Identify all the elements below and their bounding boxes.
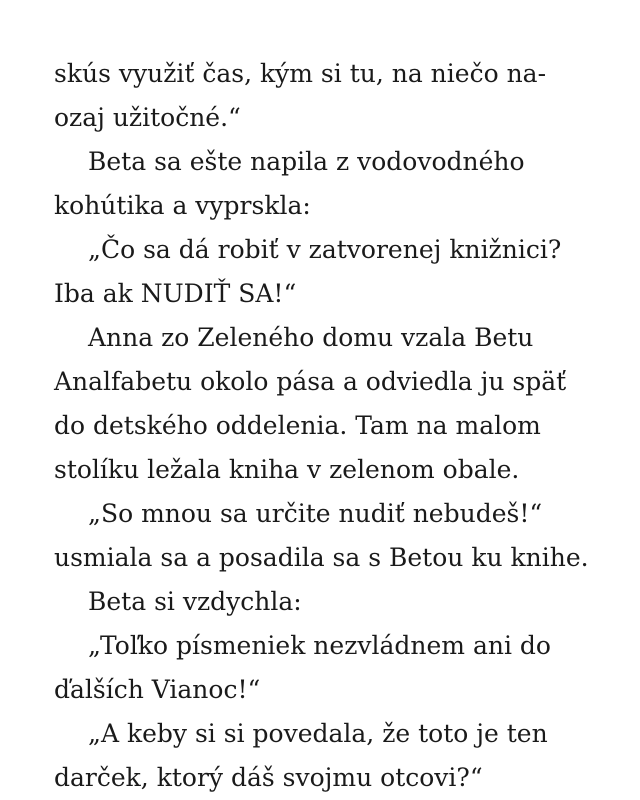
text-line: „A keby si si povedala, že toto je ten [88, 719, 548, 748]
text-line: kohútika a vyprskla: [54, 191, 311, 220]
text-line: „So mnou sa určite nudiť nebudeš!“ [88, 499, 543, 528]
text-line: „Toľko písmeniek nezvládnem ani do [88, 631, 551, 660]
text-line: Analfabetu okolo pása a odviedla ju späť [54, 367, 567, 396]
text-line: Anna zo Zeleného domu vzala Betu [88, 323, 534, 352]
text-line: stolíku ležala kniha v zelenom obale. [54, 455, 520, 484]
body-text [54, 52, 614, 800]
text-line: „Čo sa dá robiť v zatvorenej knižnici? [88, 235, 562, 264]
text-line: skús využiť čas, kým si tu, na niečo na- [54, 59, 547, 88]
text-line: Beta si vzdychla: [88, 587, 302, 616]
text-line: ozaj užitočné.“ [54, 103, 241, 132]
text-line: usmiala sa a posadila sa s Betou ku knihe. [54, 543, 589, 572]
text-line: ďalších Vianoc!“ [54, 675, 261, 704]
text-line: Iba ak NUDIŤ SA!“ [54, 279, 297, 308]
text-line: darček, ktorý dáš svojmu otcovi?“ [54, 763, 483, 792]
text-line: do detského oddelenia. Tam na malom [54, 411, 541, 440]
text-line: Beta sa ešte napila z vodovodného [88, 147, 525, 176]
